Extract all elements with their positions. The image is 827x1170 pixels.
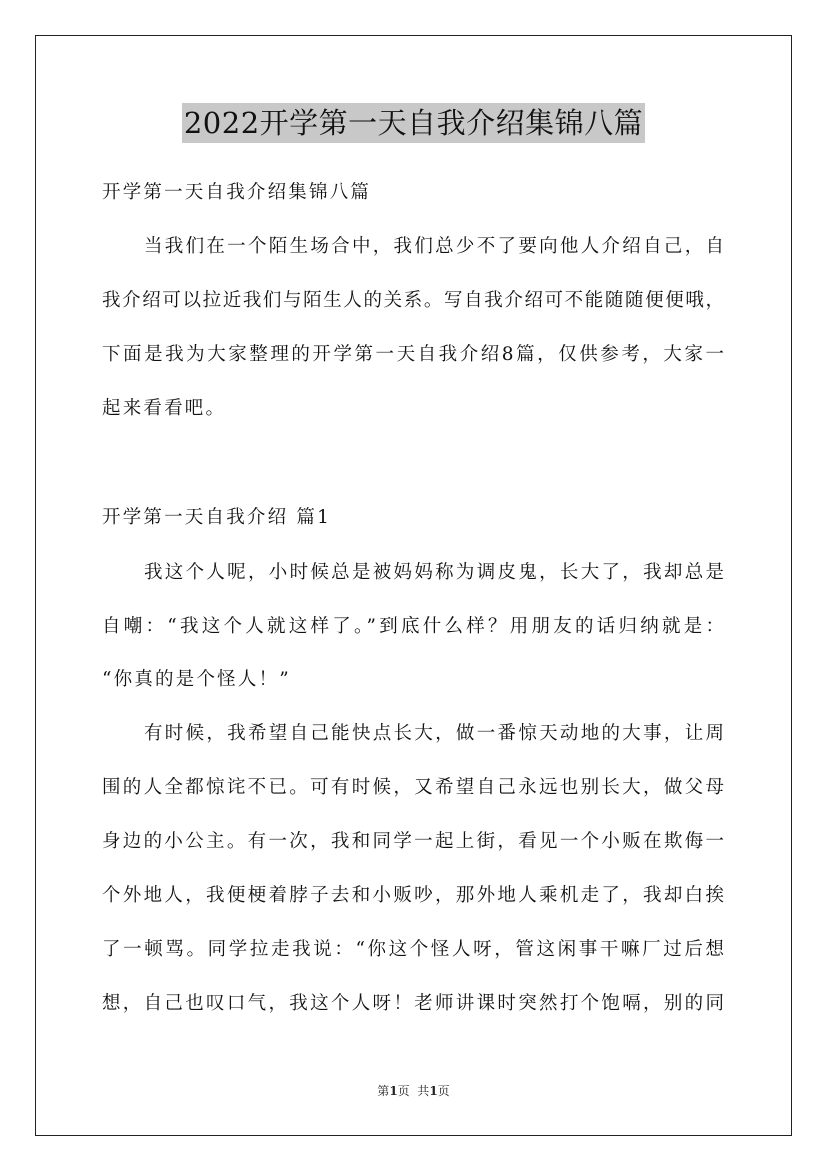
footer-label-pre: 第 (377, 1084, 390, 1098)
document-subtitle: 开学第一天自我介绍集锦八篇 (102, 182, 372, 203)
body-line: 自嘲：“我这个人就这样了。”到底什么样？用朋友的话归纳就是： (102, 616, 724, 637)
intro-line: 下面是我为大家整理的开学第一天自我介绍8篇，仅供参考，大家一 (102, 344, 724, 365)
body-line: 身边的小公主。有一次，我和同学一起上街，看见一个小贩在欺侮一 (102, 831, 724, 852)
body-line: 个外地人，我便梗着脖子去和小贩吵，那外地人乘机走了，我却白挨 (102, 885, 724, 906)
footer-page-total: 1 (429, 1084, 438, 1098)
footer-label-mid: 页 共 (397, 1084, 430, 1098)
footer-label-post: 页 (437, 1084, 450, 1098)
footer-page-current: 1 (389, 1084, 398, 1098)
page-footer (0, 1083, 827, 1099)
body-line: 围的人全都惊诧不已。可有时候，又希望自己永远也别长大，做父母 (102, 777, 724, 798)
title-container (0, 103, 827, 143)
body-line: 了一顿骂。同学拉走我说：“你这个怪人呀，管这闲事干嘛厂过后想 (102, 939, 724, 960)
intro-line: 当我们在一个陌生场合中，我们总少不了要向他人介绍自己，自 (144, 236, 724, 257)
body-line: “你真的是个怪人！” (102, 669, 291, 690)
intro-line: 我介绍可以拉近我们与陌生人的关系。写自我介绍可不能随随便便哦， (102, 290, 724, 311)
body-line: 想，自己也叹口气，我这个人呀！老师讲课时突然打个饱嗝，别的同 (102, 993, 724, 1014)
document-title: 2022开学第一天自我介绍集锦八篇 (182, 103, 645, 143)
body-line: 我这个人呢，小时候总是被妈妈称为调皮鬼，长大了，我却总是 (144, 562, 724, 583)
body-line: 有时候，我希望自己能快点长大，做一番惊天动地的大事，让周 (144, 723, 724, 744)
section-heading: 开学第一天自我介绍 篇1 (102, 507, 332, 528)
intro-line: 起来看看吧。 (102, 398, 227, 419)
